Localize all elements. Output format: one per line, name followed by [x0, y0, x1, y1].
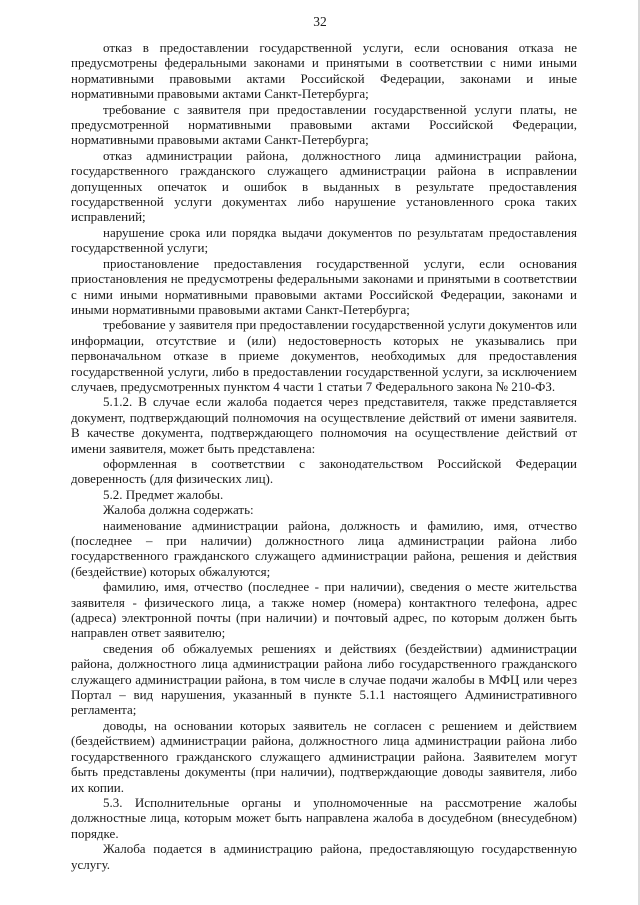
paragraph: требование с заявителя при предоставлении государственной услуги платы, не предусмотренной нормативными правовыми актами Российской Федерации, нормативными правовыми актами Санкт-Петербурга; — [71, 101, 577, 148]
paragraph: отказ администрации района, должностного лица администрации района, государственного гражданского служащего администрации района в исправлении допущенных опечаток и ошибок в выданных в результате предоставления государственной услуги документах либо нарушение установленного срока таких исправлений; — [71, 147, 577, 225]
paragraph: доводы, на основании которых заявитель не согласен с решением и действием (бездействием) администрации района, должностного лица администрации района либо государственного гражданского служащего администрации района. Заявителем могут быть представлены документы (при наличии), подтверждающие доводы заявителя, либо их копии. — [71, 717, 577, 795]
document-body — [71, 40, 577, 872]
paragraph: Жалоба должна содержать: — [103, 502, 254, 518]
paragraph: отказ в предоставлении государственной услуги, если основания отказа не предусмотрены федеральными законами и принятыми в соответствии с ними иными нормативными правовыми актами Российской Федерации, законами и иные нормативными правовыми актами Санкт-Петербурга; — [71, 40, 577, 102]
paragraph: приостановление предоставления государственной услуги, если основания приостановления не предусмотрены федеральными законами и принятыми в соответствии с ними иными нормативными правовыми актами Российской Федерации, законами и иными нормативными правовыми актами Санкт-Петербурга; — [71, 255, 577, 317]
paragraph: оформленная в соответствии с законодательством Российской Федерации доверенность (для физических лиц). — [71, 455, 577, 487]
paragraph: фамилию, имя, отчество (последнее - при наличии), сведения о месте жительства заявителя - физического лица, а также номер (номера) контактного телефона, адрес (адреса) электронной почты (при наличии) и почтовый адрес, по которым должен быть направлен ответ заявителю; — [71, 579, 577, 641]
section-heading: 5.2. Предмет жалобы. — [103, 486, 224, 502]
paragraph: требование у заявителя при предоставлении государственной услуги документов или информации, отсутствие и (или) недостоверность которых не указывались при первоначальном отказе в приеме документов, необходимых для предоставления государственной услуги, либо в предоставлении государственной услуги, за исключением случаев, предусмотренных пунктом 4 части 1 статьи 7 Федерального закона № 210-ФЗ. — [71, 317, 577, 394]
page-number: 32 — [313, 14, 327, 29]
paragraph: сведения об обжалуемых решениях и действиях (бездействии) администрации района, должностного лица администрации района либо государственного гражданского служащего администрации района, в том числе в случае подачи жалобы в МФЦ или через Портал – вид нарушения, указанный в пункте 5.1.1 настоящего Административного регламента; — [71, 640, 577, 718]
paragraph: 5.3. Исполнительные органы и уполномоченные на рассмотрение жалобы должностные лица, которым может быть направлена жалоба в досудебном (внесудебном) порядке. — [71, 794, 577, 841]
paragraph: Жалоба подается в администрацию района, предоставляющую государственную услугу. — [71, 841, 577, 872]
paragraph: 5.1.2. В случае если жалоба подается через представителя, также представляется документ, подтверждающий полномочия на осуществление действий от имени заявителя. В качестве документа, подтверждающего полномочия на осуществление действий от имени заявителя, может быть представлена: — [71, 394, 577, 456]
paragraph: нарушение срока или порядка выдачи документов по результатам предоставления государственной услуги; — [71, 224, 577, 256]
paragraph: наименование администрации района, должность и фамилию, имя, отчество (последнее – при наличии) должностного лица администрации района либо государственного гражданского служащего администрации района, решения и действия (бездействие) которых обжалуются; — [71, 517, 577, 579]
